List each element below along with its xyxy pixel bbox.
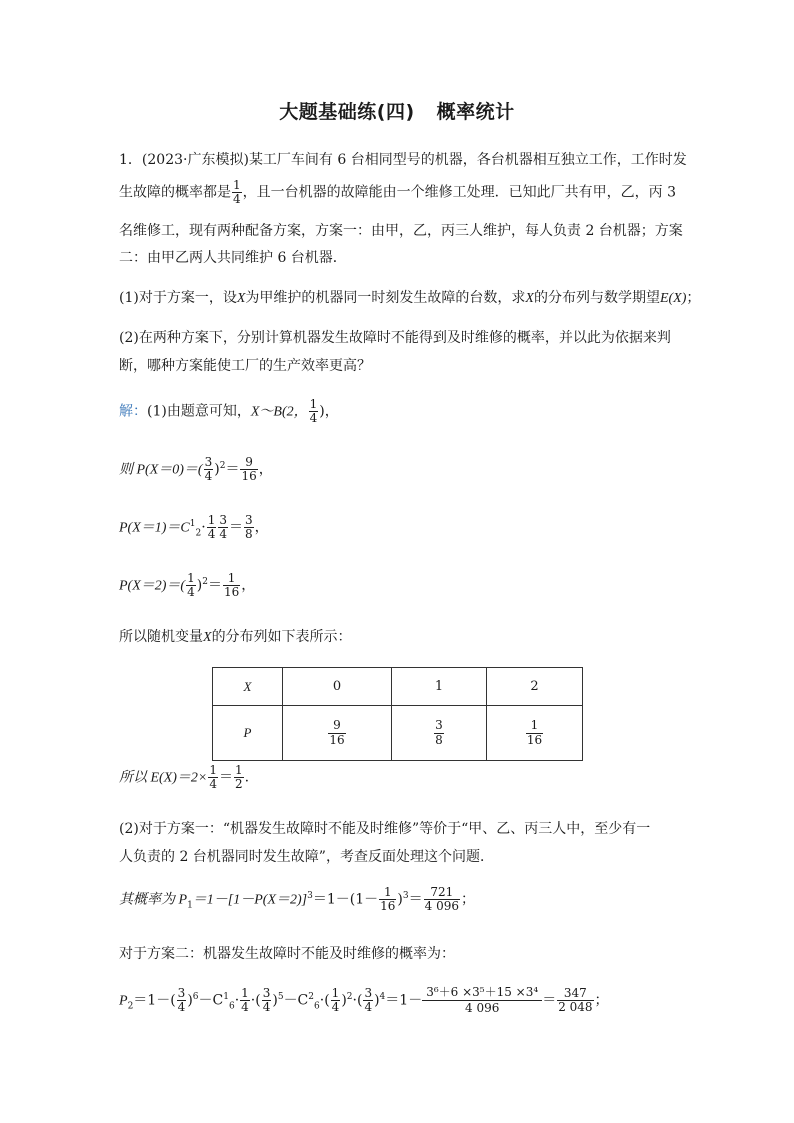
table-cell: 0 bbox=[283, 668, 392, 706]
page-title bbox=[0, 97, 794, 124]
prob-p1: 其概率为 $P_1=1-[1-P(X=2)]^3=1-(1-$ $\frac{1}{16}$ )$^3$＝ $\frac{721}{4 096}$ ； bbox=[119, 885, 475, 914]
solution-step-1: 解：(1)由题意可知，X～B(2， $\frac{1}{4}$ )， bbox=[119, 397, 339, 426]
problem-line-4: 二：由甲乙两人共同维护 6 台机器． bbox=[119, 250, 347, 266]
solution-2-line-1: (2)对于方案一：“机器发生故障时不能及时维修”等价于“甲、乙、丙三人中，至少有一 bbox=[119, 821, 651, 837]
expectation: 所以 E(X)＝2× $\frac{1}{4}$ ＝ $\frac{1}{2}$ . bbox=[119, 763, 250, 792]
question-2-line-2: 断，哪种方案能使工厂的生产效率更高？ bbox=[119, 358, 371, 374]
problem-line-1: 1．(2023·广东模拟)某工厂车间有 6 台相同型号的机器，各台机器相互独立工作，工作时发 bbox=[119, 152, 687, 168]
prob-x0: 则 P(X＝0)＝( $\frac{3}{4}$ )$^2$＝ $\frac{9}{16}$ ， bbox=[119, 455, 273, 484]
table-row bbox=[213, 706, 583, 761]
prob-x2: P(X＝2)＝( $\frac{1}{4}$ )$^2$＝ $\frac{1}{16}$ ， bbox=[119, 571, 256, 600]
table-cell: $\frac{9}{16}$ bbox=[283, 706, 392, 761]
problem-line-2: 生故障的概率都是 $\frac{1}{4}$ ，且一台机器的故障能由一个维修工处理．已知此厂共有甲，乙，丙 3 bbox=[119, 178, 676, 207]
table-cell: $\frac{3}{8}$ bbox=[392, 706, 487, 761]
question-1: (1)对于方案一，设X为甲维护的机器同一时刻发生故障的台数，求X的分布列与数学期望E(X)； bbox=[119, 290, 701, 306]
prob-x1: $P(X=1)=C^1_2\cdot$ $\frac{1}{4}$ $\frac{3}{4}$ ＝ $\frac{3}{8}$ ， bbox=[119, 513, 269, 542]
table-cell: $\frac{1}{16}$ bbox=[487, 706, 583, 761]
fraction: $\frac{1}{4}$ bbox=[233, 178, 241, 207]
solution-label: 解： bbox=[119, 403, 147, 420]
table-cell: 2 bbox=[487, 668, 583, 706]
question-2-line-1: (2)在两种方案下，分别计算机器发生故障时不能得到及时维修的概率，并以此为依据来判 bbox=[119, 330, 671, 346]
distribution-table bbox=[212, 667, 583, 761]
case-2-intro: 对于方案二：机器发生故障时不能及时维修的概率为： bbox=[119, 946, 455, 962]
prob-p2: $P_2=1-$( $\frac{3}{4}$ )$^6-C^1_6\cdot$ $\frac{1}{4}$ ·( $\frac{3}{4}$ )$^5-C^2_6\cdot$( $\frac{1}{4}$ )$^2$·( $\frac{3}{4}$ )$^4$＝1－ $\frac{\text{3⁶＋6 ×3⁵＋15 ×3⁴}}{4 096}=$ $\frac{347}{2 048}$ ； bbox=[119, 985, 609, 1015]
table-intro: 所以随机变量X的分布列如下表所示： bbox=[119, 629, 352, 645]
table-cell: X bbox=[213, 668, 283, 706]
title-sub: 概率统计 bbox=[436, 101, 515, 123]
title-main: 大题基础练(四) bbox=[279, 101, 415, 123]
table-row bbox=[213, 668, 583, 706]
table-cell: P bbox=[213, 706, 283, 761]
table-cell: 1 bbox=[392, 668, 487, 706]
problem-line-3: 名维修工，现有两种配备方案，方案一：由甲，乙，丙三人维护，每人负责 2 台机器；方案 bbox=[119, 223, 683, 239]
solution-2-line-2: 人负责的 2 台机器同时发生故障”，考查反面处理这个问题． bbox=[119, 849, 494, 865]
